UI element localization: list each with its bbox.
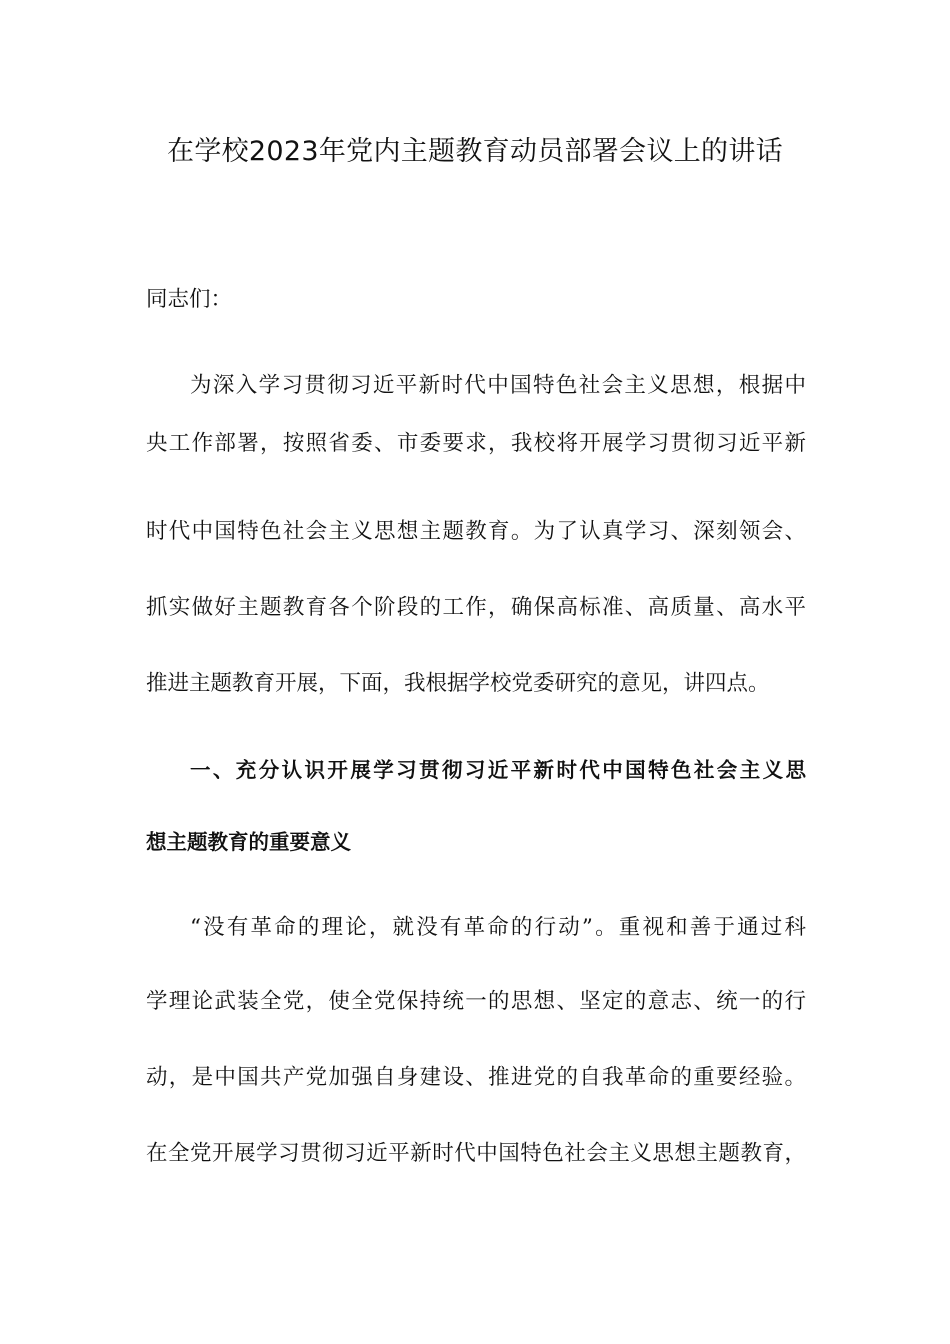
paragraph-line: 时代中国特色社会主义思想主题教育。为了认真学习、深刻领会、 [146,519,806,544]
salutation: 同志们： [146,287,233,312]
heading-line: 一、充分认识开展学习贯彻习近平新时代中国特色社会主义思 [190,758,806,782]
paragraph-line: 为深入学习贯彻习近平新时代中国特色社会主义思想，根据中 [190,373,806,398]
heading-line: 想主题教育的重要意义 [146,830,351,854]
paragraph-line: 在全党开展学习贯彻习近平新时代中国特色社会主义思想主题教育， [146,1141,806,1166]
document-title: 在学校2023年党内主题教育动员部署会议上的讲话 [167,136,783,167]
paragraph-line: 抓实做好主题教育各个阶段的工作，确保高标准、高质量、高水平 [146,595,806,620]
paragraph-line: “没有革命的理论，就没有革命的行动”。重视和善于通过科 [190,915,806,940]
paragraph-line: 推进主题教育开展，下面，我根据学校党委研究的意见，讲四点。 [146,671,770,696]
paragraph-line: 央工作部署，按照省委、市委要求，我校将开展学习贯彻习近平新 [146,431,806,456]
paragraph-line: 学理论武装全党，使全党保持统一的思想、坚定的意志、统一的行 [146,989,806,1014]
paragraph-line: 动，是中国共产党加强自身建设、推进党的自我革命的重要经验。 [146,1065,806,1090]
